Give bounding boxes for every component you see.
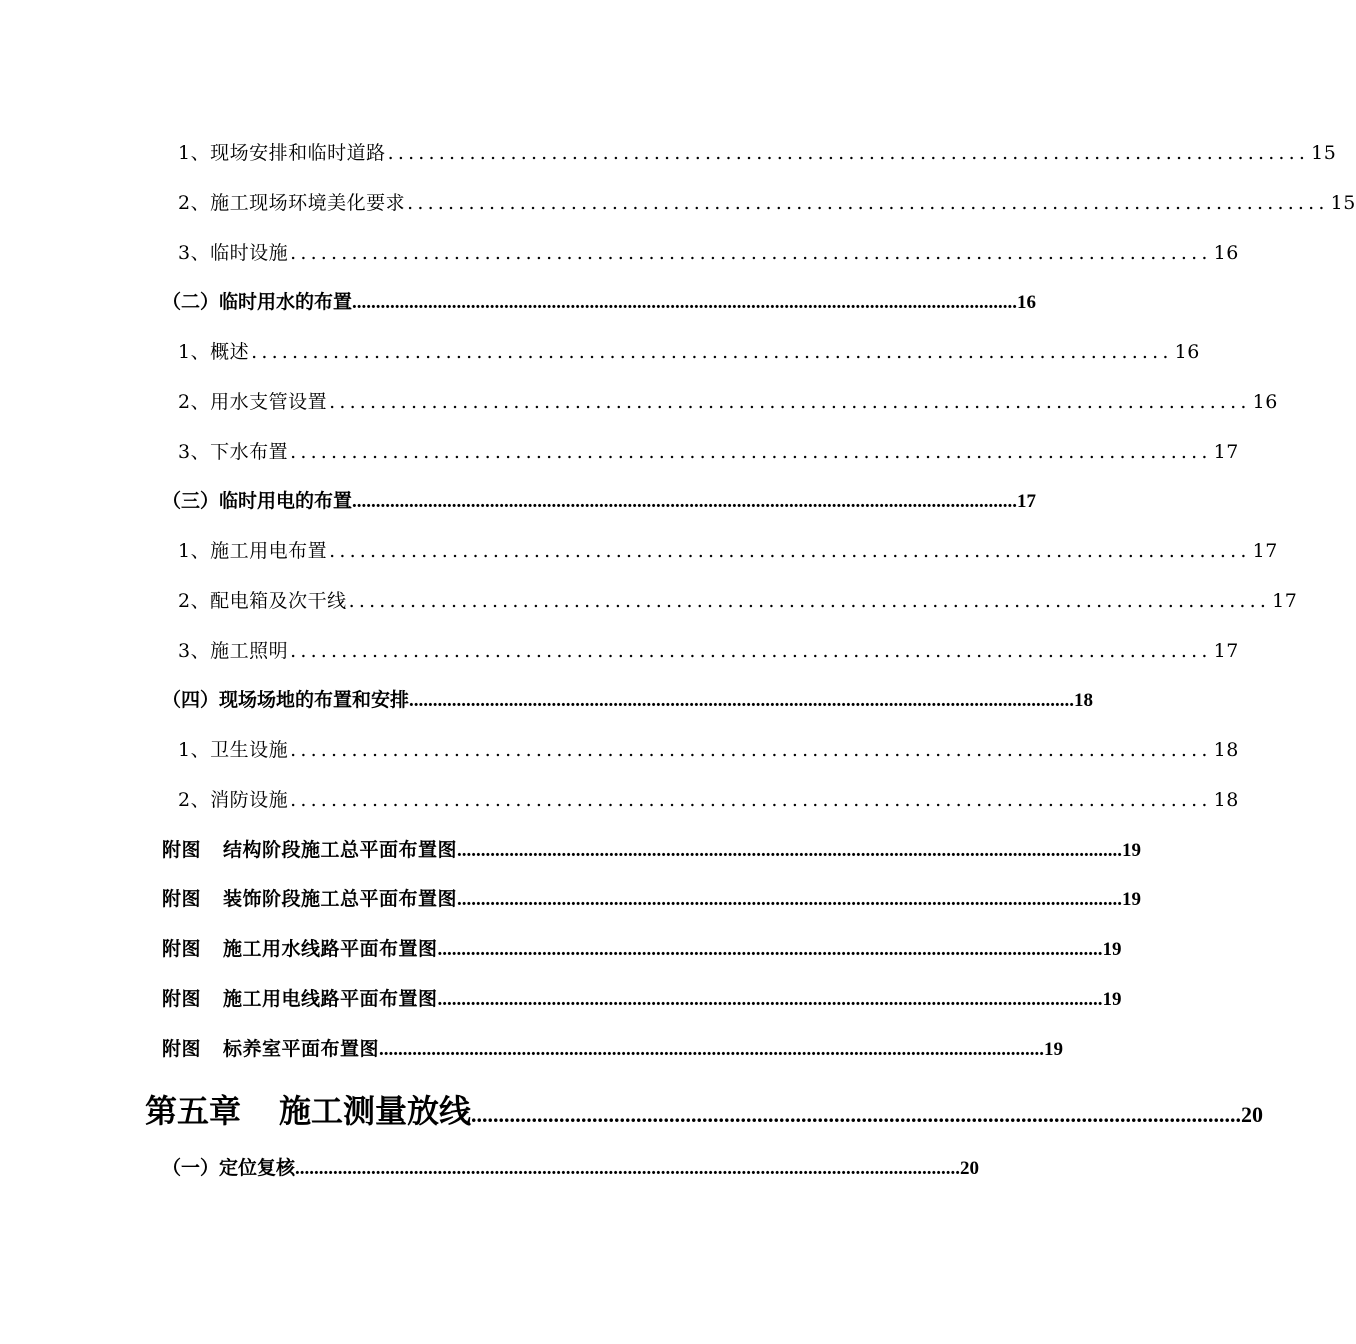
toc-entry-title	[145, 1086, 471, 1132]
toc-appendix-entry[interactable]	[162, 1034, 1064, 1064]
toc-entry-text: 施工测量放线	[279, 1092, 472, 1130]
toc-entry-title: （二）临时用水的布置	[162, 291, 353, 313]
toc-entry-title: 2、用水支管设置	[178, 391, 328, 413]
toc-page-number: 19	[1122, 889, 1142, 910]
toc-dot-leader: ............................................................................................................................................	[295, 1158, 961, 1179]
toc-dot-leader: ..........................................................................................	[290, 789, 1212, 811]
toc-section-entry[interactable]	[162, 1153, 980, 1183]
toc-entry-prefix: 附图	[162, 888, 202, 910]
toc-dot-leader: ............................................................................................................................................	[437, 989, 1103, 1010]
toc-dot-leader: ............................................................................................................................................	[457, 889, 1123, 910]
toc-entry[interactable]	[178, 337, 1200, 367]
toc-page-number: 20	[1241, 1102, 1264, 1127]
toc-dot-leader: ............................................................................................................................................	[471, 1102, 1242, 1127]
toc-dot-leader: ..........................................................................................	[251, 341, 1173, 363]
toc-dot-leader: ............................................................................................................................................	[379, 1039, 1045, 1060]
toc-entry-title	[162, 934, 438, 961]
toc-page-number: 17	[1252, 540, 1278, 562]
toc-entry-title: 3、临时设施	[178, 242, 289, 264]
toc-page-number: 17	[1213, 441, 1239, 463]
toc-section-entry[interactable]	[162, 685, 1094, 715]
toc-entry[interactable]	[178, 437, 1239, 467]
toc-appendix-entry[interactable]	[162, 884, 1142, 914]
toc-dot-leader: ..........................................................................................	[290, 739, 1212, 761]
toc-entry-title: 1、概述	[178, 341, 250, 363]
toc-entry[interactable]	[178, 586, 1298, 616]
toc-entry-title: 1、施工用电布置	[178, 540, 328, 562]
toc-entry-title: 1、卫生设施	[178, 739, 289, 761]
toc-entry-title: 2、施工现场环境美化要求	[178, 192, 406, 214]
toc-dot-leader: ............................................................................................................................................	[352, 491, 1018, 512]
toc-page-number: 16	[1213, 242, 1239, 264]
toc-entry-text: 标养室平面布置图	[223, 1038, 380, 1060]
toc-dot-leader: ............................................................................................................................................	[352, 292, 1018, 313]
toc-dot-leader: ............................................................................................................................................	[437, 939, 1103, 960]
toc-entry[interactable]	[178, 785, 1239, 815]
toc-page-number: 15	[1311, 142, 1337, 164]
toc-entry-text: 装饰阶段施工总平面布置图	[223, 888, 458, 910]
toc-dot-leader: ..........................................................................................	[290, 242, 1212, 264]
toc-entry-title	[162, 1034, 379, 1061]
toc-appendix-entry[interactable]	[162, 984, 1122, 1014]
toc-page-number: 19	[1044, 1039, 1064, 1060]
toc-entry-prefix: 附图	[162, 938, 202, 960]
toc-dot-leader: ............................................................................................................................................	[409, 690, 1075, 711]
toc-entry[interactable]	[178, 238, 1239, 268]
toc-entry-text: 施工用水线路平面布置图	[223, 938, 438, 960]
toc-entry-title	[162, 884, 457, 911]
toc-page-number: 16	[1252, 391, 1278, 413]
toc-dot-leader: ..........................................................................................	[329, 540, 1251, 562]
toc-chapter-number: 第五章	[145, 1092, 242, 1130]
toc-dot-leader: ..........................................................................................	[290, 640, 1212, 662]
toc-page-number: 20	[960, 1158, 980, 1179]
toc-entry-title: 3、施工照明	[178, 640, 289, 662]
toc-dot-leader: ..........................................................................................	[387, 142, 1310, 164]
toc-entry-title: （四）现场场地的布置和安排	[162, 689, 410, 711]
toc-entry-title: 3、下水布置	[178, 441, 289, 463]
toc-page-number: 19	[1102, 989, 1122, 1010]
toc-page-number: 17	[1213, 640, 1239, 662]
toc-appendix-entry[interactable]	[162, 835, 1142, 865]
toc-page-number: 16	[1017, 292, 1037, 313]
toc-entry-text: 结构阶段施工总平面布置图	[223, 839, 458, 861]
toc-entry-title: （一）定位复核	[162, 1157, 296, 1179]
toc-entry[interactable]	[178, 138, 1337, 168]
toc-page-number: 18	[1213, 739, 1239, 761]
toc-page-number: 16	[1174, 341, 1200, 363]
toc-entry-title: 2、消防设施	[178, 789, 289, 811]
toc-page-number: 17	[1017, 491, 1037, 512]
toc-entry[interactable]	[178, 387, 1278, 417]
toc-chapter-entry[interactable]	[145, 1086, 1264, 1134]
toc-entry-prefix: 附图	[162, 988, 202, 1010]
toc-entry-prefix: 附图	[162, 1038, 202, 1060]
toc-entry-text: 施工用电线路平面布置图	[223, 988, 438, 1010]
toc-entry-title	[162, 835, 457, 862]
toc-page-number: 18	[1213, 789, 1239, 811]
toc-entry-prefix: 附图	[162, 839, 202, 861]
toc-entry-title: 2、配电箱及次干线	[178, 590, 347, 612]
toc-entry-title	[162, 984, 438, 1011]
toc-entry[interactable]	[178, 188, 1356, 218]
toc-page-number: 19	[1122, 840, 1142, 861]
toc-appendix-entry[interactable]	[162, 934, 1122, 964]
toc-page-number: 18	[1074, 690, 1094, 711]
toc-dot-leader: ..........................................................................................	[329, 391, 1251, 413]
toc-entry[interactable]	[178, 636, 1239, 666]
toc-section-entry[interactable]	[162, 287, 1037, 317]
toc-dot-leader: ..........................................................................................	[407, 192, 1329, 214]
toc-entry-title: （三）临时用电的布置	[162, 490, 353, 512]
toc-entry[interactable]	[178, 735, 1239, 765]
toc-page-number: 15	[1330, 192, 1356, 214]
toc-entry[interactable]	[178, 536, 1278, 566]
toc-section-entry[interactable]	[162, 486, 1037, 516]
toc-dot-leader: ..........................................................................................	[348, 590, 1271, 612]
toc-page-number: 17	[1272, 590, 1298, 612]
toc-dot-leader: ............................................................................................................................................	[457, 840, 1123, 861]
toc-entry-title: 1、现场安排和临时道路	[178, 142, 386, 164]
toc-dot-leader: ..........................................................................................	[290, 441, 1212, 463]
toc-page-number: 19	[1102, 939, 1122, 960]
